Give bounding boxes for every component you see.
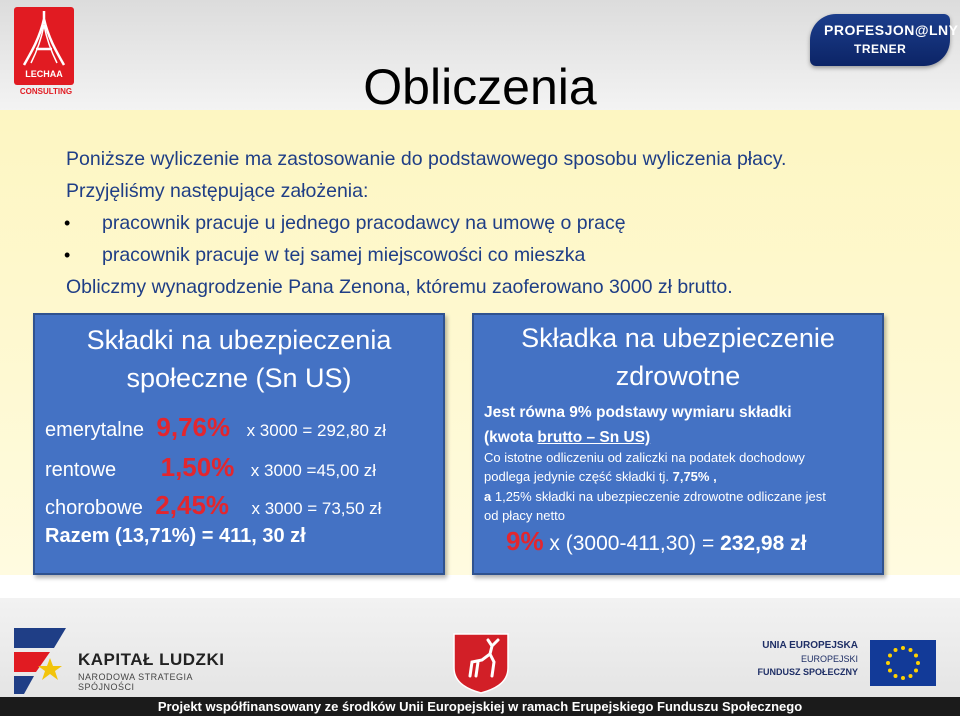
net-deduction-line-1 [484,487,879,506]
health-insurance-title [474,319,882,395]
lubelskie-coat-of-arms-icon [452,632,510,694]
health-rate-line-2 [484,425,879,450]
health-rate-prefix: (kwota [484,429,538,446]
slide-title-text: Obliczenia [363,59,597,115]
title-line-2: zdrowotne [615,361,741,391]
health-rate-underlined: brutto – Sn US) [537,429,651,446]
tax-deduction-prefix: podlega jedynie część składki tj. [484,469,673,484]
kapital-ludzki-star-icon [14,628,72,694]
net-deduction-line-2: od płacy netto [484,508,565,523]
slide-title [0,58,960,116]
kapital-ludzki-title: KAPITAŁ LUDZKI [78,650,225,669]
net-deduction-rest: 1,25% składki na ubezpieczenie zdrowotne odliczane jest [491,489,826,504]
eu-line-2: EUROPEJSKI [800,654,858,664]
social-total: Razem (13,71%) = 411, 30 zł [45,525,306,547]
row-label: emerytalne [45,419,144,441]
logo-line-1: PROFESJON@LNY [824,22,959,38]
row-calc: x 3000 = 73,50 zł [251,499,382,518]
health-insurance-box [472,313,884,575]
row-percent: 9,76% [156,412,231,442]
row-label: rentowe [45,459,117,481]
bullet-icon: • [64,213,71,233]
health-percent: 9% [506,526,544,556]
row-calc: x 3000 =45,00 zł [250,461,377,480]
lechaa-name: LECHAA [25,69,63,79]
eu-line-1: UNIA EUROPEJSKA [762,640,858,651]
health-calculation [506,526,806,557]
bullet-icon: • [64,245,71,265]
tax-deduction-line-2 [484,467,879,486]
health-rate-line-1: Jest równa 9% podstawy wymiaru składki [484,404,792,421]
health-rate-text [484,400,879,450]
social-insurance-box [33,313,445,575]
kapital-ludzki-subtitle: NARODOWA STRATEGIA SPÓJNOŚCI [78,672,193,692]
eu-flag-icon [870,640,936,686]
intro-text [66,143,786,303]
logo-line-2: TRENER [854,42,907,56]
tax-deduction-line-1: Co istotne odliczeniu od zaliczki na podatek dochodowy [484,450,805,465]
bullet-item [66,239,786,271]
row-label: chorobowe [45,497,143,519]
intro-line-2: Przyjęliśmy następujące założenia: [66,180,369,202]
intro-line-3: Obliczmy wynagrodzenie Pana Zenona, któremu zaoferowano 3000 zł brutto. [66,276,733,298]
bullet-text: pracownik pracuje u jednego pracodawcy na umowę o pracę [102,212,626,234]
row-percent: 1,50% [160,452,235,482]
health-calc-middle: x (3000-411,30) = [543,532,721,555]
title-line-1: Składki na ubezpieczenia [86,325,392,355]
footer-text: Projekt współfinansowany ze środków Unii Europejskiej w ramach Erupejskiego Funduszu Społecznego [0,697,960,716]
net-deduction-a: a [484,489,492,504]
intro-line-1: Poniższe wyliczenie ma zastosowanie do podstawowego sposobu wyliczenia płacy. [66,148,787,170]
net-deduction-text [484,487,879,525]
kapital-ludzki-logo [14,628,244,696]
tax-deduction-percent: 7,75% , [672,469,717,484]
row-percent: 2,45% [155,490,230,520]
contribution-row-emerytalne [45,412,386,443]
contribution-row-rentowe [45,452,376,483]
title-line-2: społeczne (Sn US) [126,363,352,393]
health-result: 232,98 zł [720,532,807,555]
title-line-1: Składka na ubezpieczenie [521,323,835,353]
bullet-item [66,207,786,239]
social-insurance-title [35,321,443,397]
row-calc: x 3000 = 292,80 zł [246,421,386,440]
eu-line-3: FUNDUSZ SPOŁECZNY [757,667,858,677]
lechaa-subtitle: CONSULTING [19,87,73,96]
contribution-row-chorobowe [45,490,381,521]
tax-deduction-text [484,448,879,486]
bullet-text: pracownik pracuje w tej samej miejscowości co mieszka [102,244,586,266]
